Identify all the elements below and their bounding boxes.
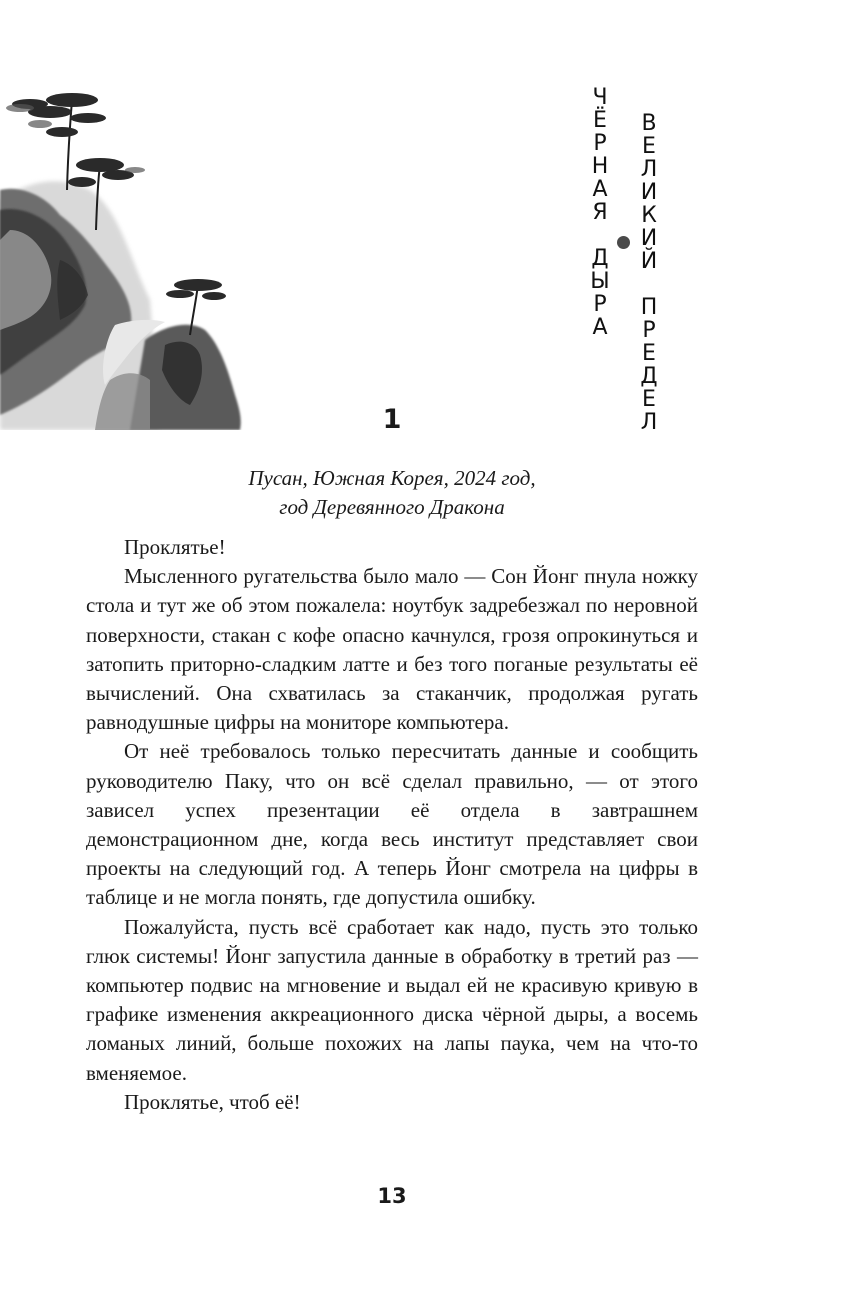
title-letter: Р <box>642 318 656 343</box>
paragraph: От неё требовалось только пересчитать данные и сообщить руководителю Паку, что он всё сделал правильно, — от этого зависел успех презентации её отдела в завтрашнем демонстрационном дне, когда весь институт представляет свои проекты на следующий год. А теперь Йонг смотрела на цифры в таблице и не могла понять, где допустила ошибку. <box>86 739 698 910</box>
title-letter: Р <box>593 292 607 317</box>
title-letter: Д <box>640 364 658 389</box>
title-letter: Я <box>592 200 608 225</box>
title-letter: В <box>641 111 657 136</box>
title-letter: Ы <box>590 269 610 294</box>
title-letter: Л <box>640 410 658 435</box>
page-number: 13 <box>377 1184 407 1208</box>
title-letter: И <box>640 226 658 251</box>
title-letter: Д <box>591 246 609 271</box>
separator-dot <box>617 236 630 249</box>
title-letter: Р <box>593 131 607 156</box>
title-letter: П <box>640 295 658 320</box>
title-letter: К <box>641 203 657 228</box>
epigraph-line: год Деревянного Дракона <box>279 495 505 519</box>
paragraph: Проклятье! <box>124 535 226 559</box>
title-letter: И <box>640 180 658 205</box>
title-letter: Е <box>642 134 656 159</box>
chapter-body <box>86 533 698 1117</box>
title-letter: Л <box>640 157 658 182</box>
title-letter: Ч <box>592 85 608 110</box>
title-letter: Й <box>640 249 658 274</box>
title-letter: Е <box>642 387 656 412</box>
title-letter: А <box>592 177 608 202</box>
paragraph: Проклятье, чтоб её! <box>124 1089 301 1114</box>
vertical-part-title <box>637 112 661 434</box>
chapter-epigraph <box>180 464 604 522</box>
title-letter: А <box>592 315 608 340</box>
title-letter: Е <box>642 341 656 366</box>
chapter-number: 1 <box>382 404 402 435</box>
paragraph: Пожалуйста, пусть всё сработает как надо, пусть это только глюк системы! Йонг запустила данные в обработку в третий раз — компьютер подвис на мгновение и выдал ей не красивую кривую в графике изменения аккреационного диска чёрной дыры, а восемь ломаных линий, больше похожих на лапы паука, чем на что-то вменяемое. <box>86 914 698 1085</box>
vertical-book-title <box>588 86 612 339</box>
title-letter: Ё <box>593 108 607 133</box>
title-letter: Н <box>591 154 609 179</box>
epigraph-line: Пусан, Южная Корея, 2024 год, <box>248 466 536 490</box>
paragraph: Мысленного ругательства было мало — Сон Йонг пнула ножку стола и тут же об этом пожалела: ноутбук задребезжал по неровной поверхности, стакан с кофе опасно качнулся, грозя опрокинуться и затопить приторно-сладким латте и без того поганые результаты её вычислений. Она схватилась за стаканчик, продолжая ругать равнодушные цифры на мониторе компьютера. <box>86 564 698 735</box>
cliff-pine-illustration <box>0 80 250 430</box>
